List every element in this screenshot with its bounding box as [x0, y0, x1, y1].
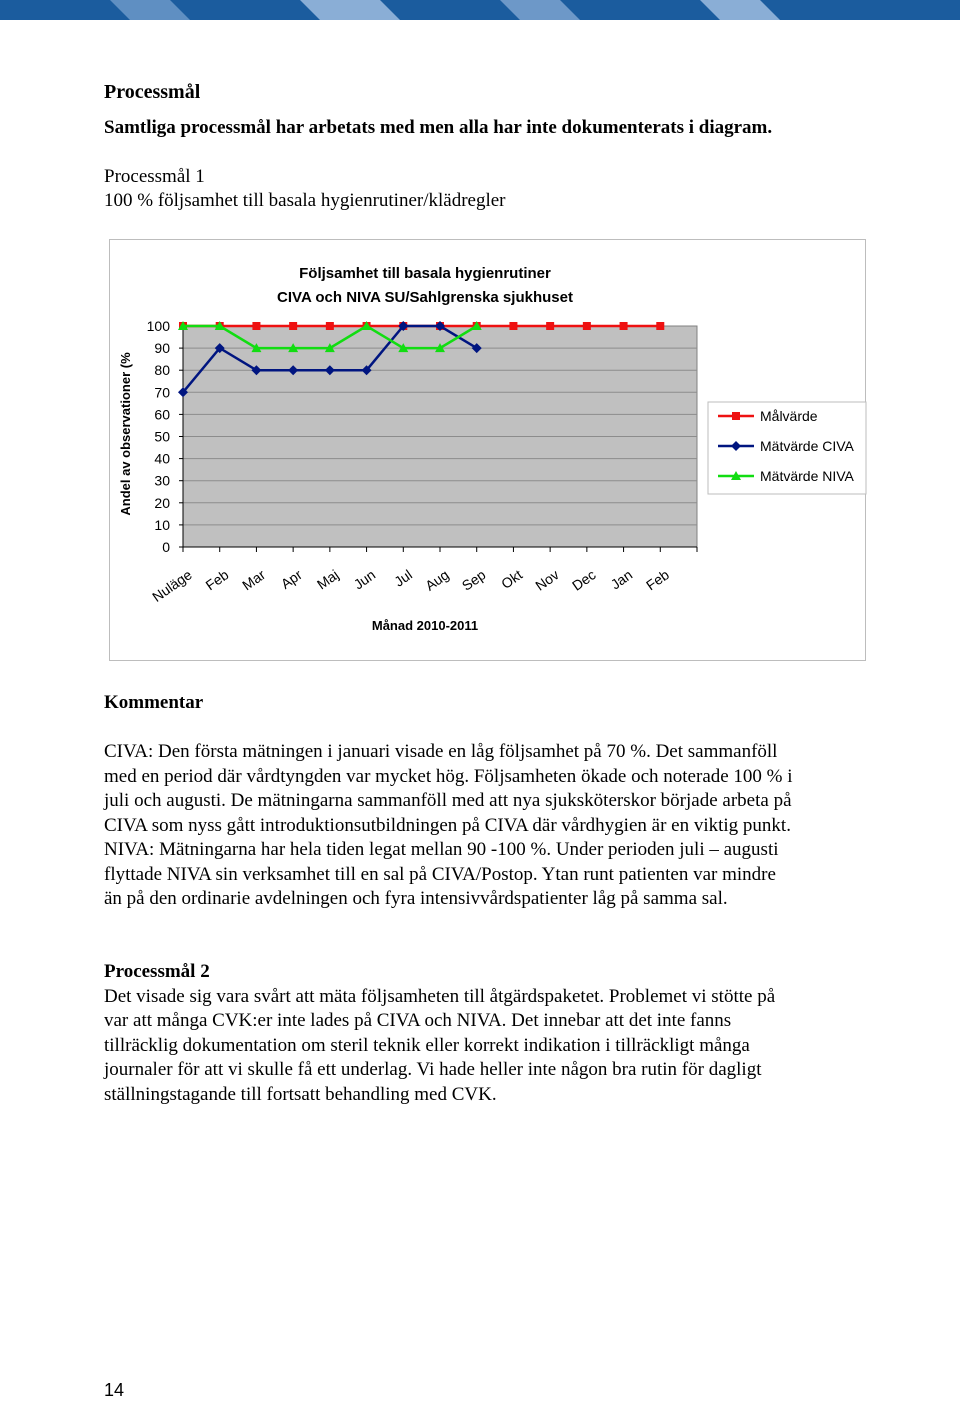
- kommentar-text: [104, 740, 904, 912]
- y-axis-label: Andel av observationer (%: [118, 352, 133, 516]
- x-axis-label: Månad 2010-2011: [371, 618, 479, 633]
- x-tick-label: Sep: [458, 566, 489, 594]
- y-tick-label: 0: [162, 539, 170, 555]
- chart-title-line-2: CIVA och NIVA SU/Sahlgrenska sjukhuset: [277, 289, 573, 306]
- data-point: [546, 322, 554, 330]
- pm2-section: [104, 960, 904, 1107]
- y-tick-label: 100: [146, 318, 170, 334]
- data-point: [620, 322, 628, 330]
- x-tick-label: Mar: [239, 566, 269, 594]
- x-tick-label: Feb: [643, 566, 673, 594]
- data-point: [289, 322, 297, 330]
- kommentar-line: NIVA: Mätningarna har hela tiden legat mellan 90 -100 %. Under perioden juli – augusti: [104, 839, 779, 860]
- x-tick-label: Nuläge: [149, 566, 195, 605]
- pm2-line: tillräcklig dokumentation om steril teknik eller korrekt indikation i tillräckligt många: [104, 1034, 750, 1056]
- x-tick-label: Dec: [568, 566, 599, 594]
- pm2-line: ställningstagande till fortsatt behandling med CVK.: [104, 1083, 497, 1105]
- data-point: [656, 322, 664, 330]
- chart-title-line-1: Följsamhet till basala hygienrutiner: [299, 265, 551, 282]
- pm1-text: 100 % följsamhet till basala hygienrutiner/klädregler: [104, 190, 506, 211]
- data-point: [326, 322, 334, 330]
- legend-marker: [732, 412, 740, 420]
- legend-label: Mätvärde CIVA: [760, 438, 854, 454]
- x-tick-label: Apr: [277, 566, 305, 592]
- kommentar-line: flyttade NIVA sin verksamhet till en sal på CIVA/Postop. Ytan runt patienten var mindre: [104, 863, 776, 885]
- section-title: Processmål: [104, 81, 201, 103]
- data-point: [583, 322, 591, 330]
- pm2-line: journaler för att vi skulle få ett underlag. Vi hade heller inte någon bra rutin för dagligt: [104, 1059, 762, 1080]
- legend-label: Målvärde: [760, 408, 818, 424]
- y-tick-label: 70: [154, 384, 170, 401]
- pm2-line: Det visade sig vara svårt att mäta följsamheten till åtgärdspaketet. Problemet vi stötte på: [104, 985, 776, 1007]
- x-tick-label: Aug: [422, 566, 452, 594]
- kommentar-title: Kommentar: [104, 692, 204, 713]
- legend-label: Mätvärde NIVA: [760, 468, 854, 484]
- y-tick-label: 30: [154, 472, 170, 489]
- kommentar-line: juli och augusti. De mätningarna sammanföll med att nya sjuksköterskor började arbeta på: [104, 790, 792, 811]
- x-tick-label: Feb: [202, 566, 232, 594]
- x-tick-label: Jan: [607, 566, 636, 593]
- y-tick-label: 40: [154, 450, 170, 467]
- y-tick-label: 60: [154, 406, 170, 423]
- page-number: 14: [104, 1380, 125, 1400]
- section-subtitle: Samtliga processmål har arbetats med men alla har inte dokumenterats i diagram.: [104, 117, 773, 138]
- x-tick-label: Jul: [391, 566, 416, 590]
- kommentar-line: än på den ordinarie avdelningen och fyra intensivvårdspatienter låg på samma sal.: [104, 888, 728, 909]
- y-tick-label: 20: [154, 494, 170, 511]
- pm2-line: var att många CVK:er inte lades på CIVA och NIVA. Det innebar att det inte fanns: [104, 1010, 732, 1031]
- header-banner: [0, 0, 960, 20]
- y-tick-label: 10: [154, 516, 170, 533]
- kommentar-line: CIVA som nyss gått introduktionsutbildningen på CIVA där vårdhygien är en viktig punkt.: [104, 814, 791, 836]
- line-chart: [109, 239, 866, 661]
- pm2-title: Processmål 2: [104, 961, 210, 982]
- data-point: [509, 322, 517, 330]
- pm1-title: Processmål 1: [104, 166, 205, 187]
- kommentar-line: CIVA: Den första mätningen i januari visade en låg följsamhet på 70 %. Det sammanföll: [104, 741, 778, 762]
- x-tick-label: Nov: [532, 566, 562, 594]
- legend: [708, 402, 866, 494]
- y-tick-label: 90: [154, 340, 170, 357]
- x-tick-label: Jun: [350, 566, 379, 593]
- data-point: [252, 322, 260, 330]
- y-tick-label: 50: [154, 428, 170, 445]
- y-tick-label: 80: [154, 362, 170, 379]
- plot-area: [147, 318, 697, 605]
- x-tick-label: Maj: [313, 566, 342, 593]
- kommentar-line: med en period där vårdtyngden var mycket hög. Följsamheten ökade och noterade 100 % i: [104, 765, 793, 787]
- x-tick-label: Okt: [498, 566, 526, 592]
